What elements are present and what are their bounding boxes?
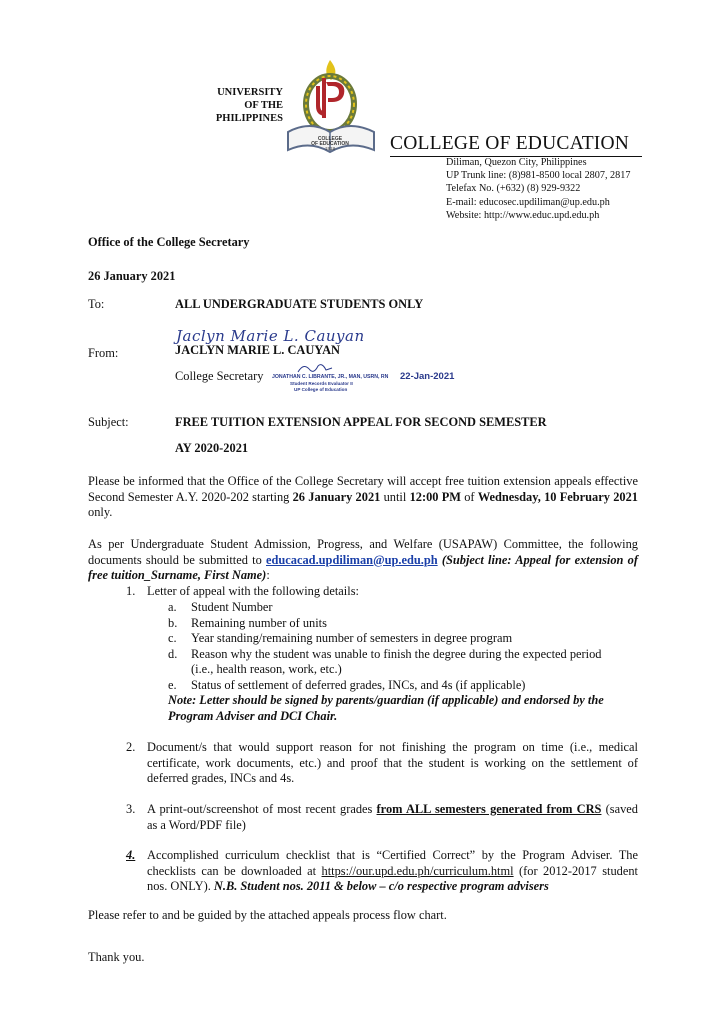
sub-item: (i.e., health reason, work, etc.) [191, 662, 342, 677]
svg-text:1918: 1918 [324, 146, 336, 151]
college-title: COLLEGE OF EDUCATION [390, 133, 630, 154]
sub-list [168, 600, 602, 694]
curriculum-link[interactable]: https://our.upd.edu.ph/curriculum.html [321, 863, 514, 878]
office-line: Office of the College Secretary [88, 235, 250, 249]
handwritten-signature: Jaclyn Marie L. Cauyan [176, 327, 365, 345]
memo-date: 26 January 2021 [88, 269, 176, 283]
from-label: From: [88, 346, 119, 360]
svg-text:OF EDUCATION: OF EDUCATION [311, 141, 349, 147]
stamp-name: JONATHAN C. LIBRANTE, JR., MAN, USRN, RN [272, 374, 389, 380]
sub-item: b. Remaining number of units [168, 615, 327, 630]
contact-block [446, 156, 630, 222]
list-item: 3. A print-out/screenshot of most recent grades from ALL semesters generated from CRS (saved as a Word/PDF file) [126, 802, 638, 832]
to-value: ALL UNDERGRADUATE STUDENTS ONLY [175, 297, 424, 311]
address: Diliman, Quezon City, Philippines [446, 157, 587, 168]
stamp-role: Student Records Evaluator II [290, 381, 353, 386]
sub-item: d. Reason why the student was unable to finish the degree during the expected period [168, 646, 602, 661]
list-item: 2. Document/s that would support reason for not finishing the program on time (i.e., medical certificate, work documents, etc.) and proof that the student is working on the settlement of deferred grades, INCs and 4s. [126, 740, 638, 786]
requirements-paragraph: As per Undergraduate Student Admission, Progress, and Welfare (USAPAW) Committee, the following documents should be submitted to educacad.updiliman@up.edu.ph (Subject line: Appeal for extension of free tuition_Surname, First Name): [88, 537, 638, 583]
subject-label: Subject: [88, 415, 129, 429]
intro-paragraph: Please be informed that the Office of the College Secretary will accept free tuition extension appeals effective Second Semester A.Y. 2020-202 starting 26 January 2021 until 12:00 PM of Wednesday, 10 February 2021 only. [88, 474, 638, 520]
website: Website: http://www.educ.upd.edu.ph [446, 209, 600, 221]
from-name: JACLYN MARIE L. CAUYAN [175, 343, 340, 357]
list-item: 1. Letter of appeal with the following details: [126, 584, 359, 598]
sub-item: c. Year standing/remaining number of semesters in degree program [168, 631, 513, 646]
stamp-unit: UP College of Education [294, 387, 348, 392]
submission-email-link[interactable]: educacad.updiliman@up.edu.ph [266, 552, 438, 567]
evaluator-stamp [266, 366, 466, 398]
signature-note: Note: Letter should be signed by parents/guardian (if applicable) and endorsed by the Program Adviser and DCI Chair. [168, 693, 604, 723]
to-label: To: [88, 297, 105, 311]
subject-line-2: AY 2020-2021 [175, 441, 249, 455]
subject-line-1: FREE TUITION EXTENSION APPEAL FOR SECOND SEMESTER [175, 415, 547, 429]
telefax: Telefax No. (+632) (8) 929-9322 [446, 183, 581, 195]
list-item: 4. Accomplished curriculum checklist that is “Certified Correct” by the Program Adviser. The checklists can be downloaded at https://our.upd.edu.ph/curriculum.html (for 2012-2017 student nos. ONLY). N.B. Student nos. 2011 & below – c/o respective program advisers [126, 848, 638, 894]
email: E-mail: educosec.updiliman@up.edu.ph [446, 196, 610, 208]
from-title: College Secretary [175, 369, 264, 383]
trunk-line: UP Trunk line: (8)981-8500 local 2807, 2817 [446, 170, 631, 182]
university-name: UNIVERSITY OF THE PHILIPPINES [215, 87, 283, 124]
svg-text:COLLEGE: COLLEGE [317, 136, 343, 142]
sub-item: a. Student Number [168, 600, 273, 614]
thank-you: Thank you. [88, 950, 145, 964]
sub-item: e. Status of settlement of deferred grades, INCs, and 4s (if applicable) [168, 677, 526, 692]
stamp-date: 22-Jan-2021 [400, 371, 455, 382]
refer-line: Please refer to and be guided by the attached appeals process flow chart. [88, 908, 447, 922]
college-seal-logo [282, 58, 392, 162]
